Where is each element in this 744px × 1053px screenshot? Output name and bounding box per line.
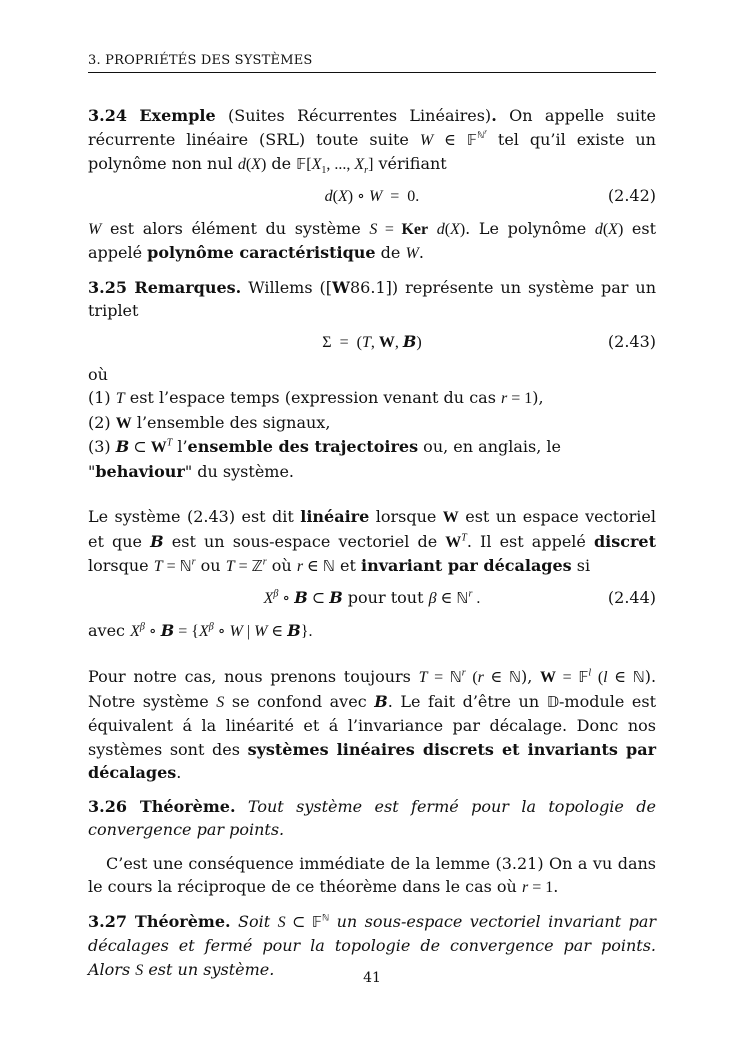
equation-2-43 xyxy=(88,330,656,354)
page-body xyxy=(88,104,656,982)
remarks-list: où (1) T est l’espace temps (expression venant du cas r = 1), (2) W l’ensemble des signaux, (3) B ⊂ $W^T$ l’ensemble des trajectoires ou, en anglais, le "behaviour" du système. xyxy=(88,364,561,481)
page-number: 41 xyxy=(363,970,381,986)
math-W-in-FN: W xyxy=(419,131,434,149)
theorem-3-26: 3.26 Théorème. Tout système est fermé pour la topologie de convergence par points. xyxy=(88,796,657,839)
equation-body: d(X) ∘ W = 0. xyxy=(324,187,420,205)
theorem-3-27: 3.27 Théorème. Soit S ⊂ 𝔽$^ℕ$ un sous-espace vectoriel invariant par décalages et fermé pour la topologie de convergence par points. Alors S est un système. xyxy=(88,911,657,979)
equation-body: $X^\beta$ ∘ B ⊂ B pour tout β ∈ ℕ$^r$ . xyxy=(263,587,481,607)
equation-number: (2.43) xyxy=(607,331,656,351)
system-definition: Le système (2.43) est dit linéaire lorsque W est un espace vectoriel et que B est un sous-espace vectoriel de $W^T$. Il est appelé discret lorsque T = ℕ$^r$ ou T = ℤ$^r$ où r ∈ ℕ et invariant par décalages si xyxy=(88,507,657,575)
running-header xyxy=(88,50,656,73)
equation-number: (2.44) xyxy=(607,587,656,607)
running-title: 3. PROPRIÉTÉS DES SYSTÈMES xyxy=(88,53,313,68)
proof-paragraph: C’est une conséquence immédiate de la lemme (3.21) On a vu dans le cours la réciproque de ce théorème dans le cas où r = 1. xyxy=(88,853,656,896)
equation-2-42 xyxy=(88,184,656,208)
example-3-24: 3.24 Exemple (Suites Récurrentes Linéaires). On appelle suite récurrente linéaire (SRL) toute suite W ∈ 𝔽$^{ℕ^r}$ tel qu’il existe un polynôme non nul d(X) de $𝔽[X_1$, ..., $X_r$] vérifiant xyxy=(88,106,657,177)
equation-body: Σ = (T, W, B) xyxy=(322,331,422,351)
avec-line: avec $X^\beta$ ∘ $B = \{X^\beta$ ∘ W | W ∈ B}. xyxy=(88,620,313,640)
example-3-24-continued: W est alors élément du système S = Ker d(X). Le polynôme d(X) est appelé polynôme caractéristique de W. xyxy=(88,218,657,262)
equation-number: (2.42) xyxy=(607,185,656,205)
remarks-3-25: 3.25 Remarques. Willems ([W86.1]) représente un système par un triplet xyxy=(88,277,656,320)
equation-2-44 xyxy=(88,586,656,610)
our-case-paragraph: Pour notre cas, nous prenons toujours T = ℕ$^r$ (r ∈ ℕ), W = 𝔽$^l$ (l ∈ ℕ). Notre système S se confond avec B. Le fait d’être un 𝔻-module est équivalent á la linéarité et á l’invariance par décalage. Donc nos systèmes sont des systèmes linéaires discrets et invariants par décalages. xyxy=(88,667,657,782)
